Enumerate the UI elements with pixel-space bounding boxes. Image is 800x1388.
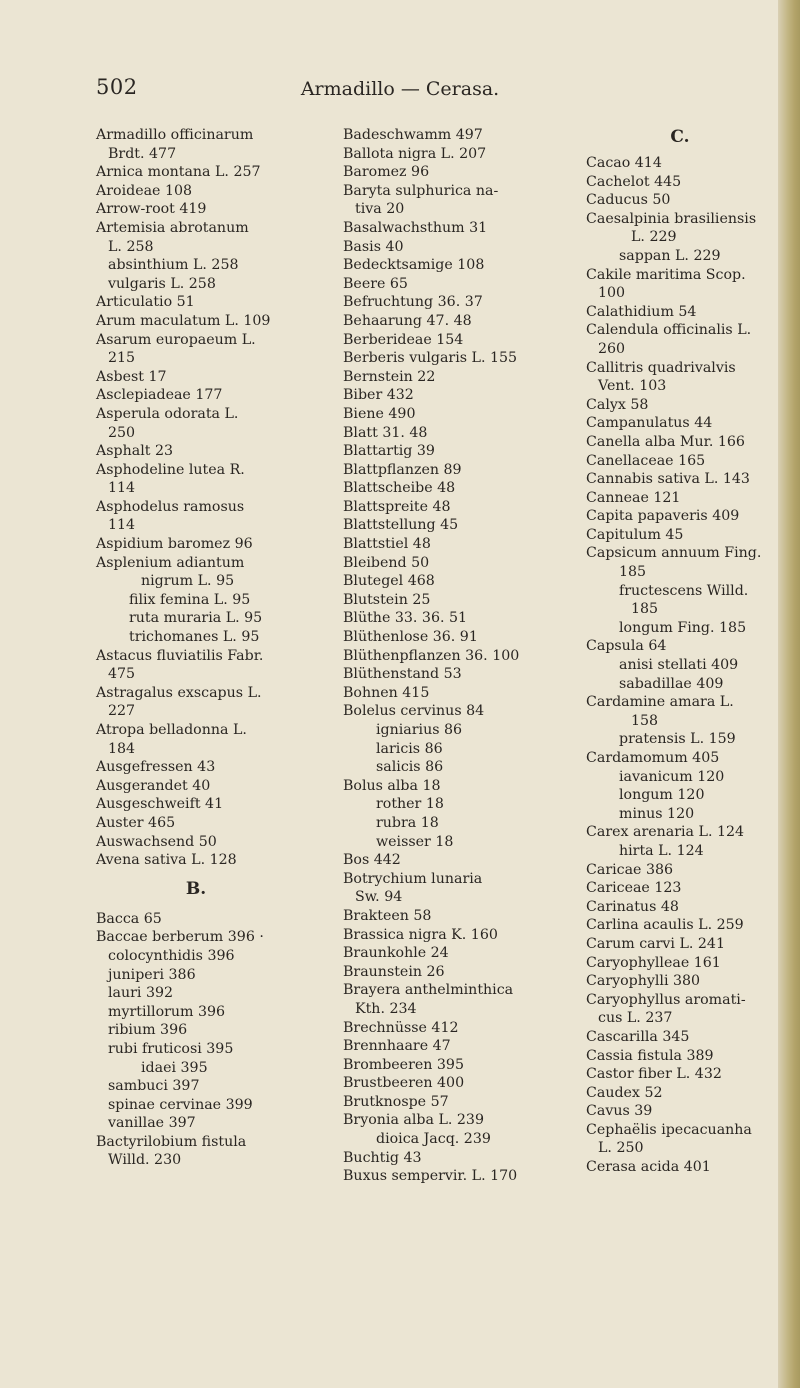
page-edge-decoration [778,0,800,1388]
index-entry: cus L. 237 [598,1010,673,1027]
index-entry: Carlina acaulis L. 259 [586,917,744,934]
index-entry: salicis 86 [376,759,444,776]
index-entry: Canella alba Mur. 166 [586,433,745,450]
index-entry: Cassia fistula 389 [586,1047,714,1064]
index-entry: Asplenium adiantum [96,554,245,571]
index-entry: Baryta sulphurica na- [343,182,499,199]
section-letter: C. [670,127,690,147]
index-entry: Callitris quadrivalvis [586,359,736,376]
index-entry: Carum carvi L. 241 [586,935,725,952]
index-entry: Cariceae 123 [586,880,682,897]
index-entry: Behaarung 47. 48 [343,312,472,329]
index-entry: Cascarilla 345 [586,1028,690,1045]
index-entry: Asclepiadeae 177 [96,387,223,404]
index-column-3 [586,126,774,1177]
index-entry: Caryophylleae 161 [586,954,721,971]
index-entry: Bedecktsamige 108 [343,257,485,274]
index-entry: Cakile maritima Scop. [586,266,746,283]
index-entry: Calathidium 54 [586,303,697,320]
index-entry: hirta L. 124 [619,842,704,859]
index-entry: rubi fruticosi 395 [108,1040,234,1057]
index-entry: Avena sativa L. 128 [96,852,237,869]
index-entry: Capsula 64 [586,638,667,655]
index-entry: fructescens Willd. [619,582,749,599]
index-entry: Cachelot 445 [586,173,682,190]
index-entry: Cacao 414 [586,155,662,171]
index-entry: minus 120 [619,805,695,822]
index-entry: Cephaëlis ipecacuanha [586,1121,752,1138]
index-entry: Aroideae 108 [96,182,193,199]
index-entry: 114 [108,517,136,534]
index-entry: Blattartig 39 [343,443,435,460]
index-entry: Campanulatus 44 [586,415,713,432]
index-entry: Baromez 96 [343,164,430,181]
index-entry: Atropa belladonna L. [96,722,247,738]
index-entry: pratensis L. 159 [619,731,736,748]
index-entry: sabadillae 409 [619,675,724,692]
index-entry: Artemisia abrotanum [96,219,249,236]
index-entry: Brutknospe 57 [343,1093,449,1110]
index-entry: Cardamine amara L. [586,694,734,711]
index-entry: iavanicum 120 [619,768,725,785]
index-entry: Asphodeline lutea R. [96,461,245,478]
index-entry: Caudex 52 [586,1084,663,1101]
index-entry: rother 18 [376,796,444,813]
index-entry: Calendula officinalis L. [586,322,752,339]
index-entry: Auswachsend 50 [96,833,217,850]
index-entry: Blatt 31. 48 [343,424,428,441]
index-entry: Brayera anthelminthica [343,982,514,999]
index-entry: 185 [631,601,659,618]
index-entry: dioica Jacq. 239 [376,1131,491,1148]
index-entry: sambuci 397 [108,1078,200,1095]
index-entry: Cavus 39 [586,1103,653,1120]
index-entry: longum Fing. 185 [619,619,747,636]
index-entry: spinae cervinae 399 [108,1096,253,1113]
index-entry: Basis 40 [343,238,404,255]
index-entry: Caducus 50 [586,192,671,209]
index-entry: Arnica montana L. 257 [96,164,261,181]
index-entry: Caryophyllus aromati- [586,991,746,1008]
index-entry: Ausgerandet 40 [96,777,211,794]
index-entry: rubra 18 [376,814,439,831]
index-entry: igniarius 86 [376,722,463,738]
index-entry: Blattspreite 48 [343,498,451,515]
index-entry: Auster 465 [96,814,176,831]
index-entry: Arrow-root 419 [96,201,207,218]
index-entry: Articulatio 51 [96,294,195,311]
index-entry: Asperula odorata L. [96,405,239,422]
index-entry: Sw. 94 [355,889,403,906]
index-entry: Brechnüsse 412 [343,1019,459,1036]
index-entry: Blattpflanzen 89 [343,461,462,478]
index-entry: Berberideae 154 [343,331,464,348]
index-entry: Blüthenpflanzen 36. 100 [343,647,520,664]
index-entry: Caryophylli 380 [586,973,701,990]
index-entry: Aspidium baromez 96 [96,536,253,553]
index-entry: L. 229 [631,229,677,246]
index-entry: Asbest 17 [96,368,167,385]
index-entry: ruta muraria L. 95 [129,610,263,627]
page-number: 502 [96,75,138,99]
index-entry: Calyx 58 [586,396,649,413]
index-column-1 [96,126,296,1170]
index-entry: L. 250 [598,1140,644,1157]
index-entry: Brakteen 58 [343,907,432,924]
index-entry: Asphodelus ramosus [96,498,245,515]
index-entry: laricis 86 [376,740,443,757]
index-entry: Bryonia alba L. 239 [343,1112,484,1129]
index-entry: Armadillo officinarum [96,127,254,143]
index-entry: Bacca 65 [96,910,162,927]
index-entry: Castor fiber L. 432 [586,1066,722,1083]
index-entry: Baccae berberum 396 · [96,929,264,946]
index-entry: Caricae 386 [586,861,674,878]
index-entry: Bernstein 22 [343,368,436,385]
index-entry: Bactyrilobium fistula [96,1133,247,1150]
index-entry: Bolus alba 18 [343,777,441,794]
index-entry: Befruchtung 36. 37 [343,294,483,311]
index-entry: 260 [598,340,626,357]
index-entry: Carex arenaria L. 124 [586,824,745,841]
index-entry: vanillae 397 [108,1115,196,1132]
index-entry: 227 [108,703,136,720]
index-entry: Brdt. 477 [108,145,177,162]
index-entry: colocynthidis 396 [108,947,235,964]
index-entry: Braunkohle 24 [343,945,449,962]
index-entry: tiva 20 [355,201,405,218]
index-entry: Bos 442 [343,852,401,869]
section-letter: B. [185,878,207,899]
index-entry: myrtillorum 396 [108,1003,226,1020]
index-entry: Brassica nigra K. 160 [343,926,498,943]
index-entry: Botrychium lunaria [343,870,483,887]
index-entry: Basalwachsthum 31 [343,219,488,236]
index-entry: absinthium L. 258 [108,257,239,274]
index-entry: 185 [619,564,647,581]
index-entry: Asphalt 23 [96,443,174,460]
index-entry: nigrum L. 95 [141,573,235,590]
index-entry: anisi stellati 409 [619,657,739,674]
index-entry: Capitulum 45 [586,526,684,543]
index-entry: Braunstein 26 [343,963,445,980]
index-entry: Bolelus cervinus 84 [343,703,485,720]
index-entry: filix femina L. 95 [129,591,251,608]
index-entry: 250 [108,424,136,441]
index-entry: 184 [108,740,136,757]
index-entry: Canneae 121 [586,489,681,506]
index-entry: Buchtig 43 [343,1149,422,1166]
index-entry: Canellaceae 165 [586,452,706,469]
index-entry: Brennhaare 47 [343,1038,451,1055]
index-entry: Bohnen 415 [343,684,430,701]
index-entry: Ausgefressen 43 [96,759,216,776]
index-entry: Capsicum annuum Fing. [586,545,762,562]
index-entry: 158 [631,712,659,729]
running-title: Armadillo — Cerasa. [300,78,500,100]
index-entry: 100 [598,285,626,302]
index-entry: Blattstellung 45 [343,517,459,534]
index-entry: juniperi 386 [108,966,196,983]
index-entry: Blattscheibe 48 [343,480,456,497]
index-entry: Biber 432 [343,387,414,404]
index-entry: vulgaris L. 258 [108,275,216,292]
index-entry: Biene 490 [343,405,416,422]
index-entry: lauri 392 [108,985,174,1002]
index-entry: ribium 396 [108,1022,188,1039]
index-entry: Brombeeren 395 [343,1056,464,1073]
index-entry: Asarum europaeum L. [96,331,256,348]
index-entry: Ballota nigra L. 207 [343,145,487,162]
index-entry: Blüthenlose 36. 91 [343,629,478,646]
index-entry: Beere 65 [343,275,408,292]
index-entry: Badeschwamm 497 [343,127,483,143]
index-entry: Blüthe 33. 36. 51 [343,610,468,627]
index-entry: Brustbeeren 400 [343,1075,465,1092]
index-entry: 114 [108,480,136,497]
index-entry: Cannabis sativa L. 143 [586,471,750,488]
index-entry: trichomanes L. 95 [129,629,260,646]
index-entry: Astragalus exscapus L. [96,684,262,701]
index-entry: L. 258 [108,238,154,255]
index-entry: 475 [108,666,136,683]
index-entry: weisser 18 [376,833,454,850]
index-entry: Caesalpinia brasiliensis [586,210,757,227]
index-entry: Ausgeschweift 41 [96,796,224,813]
index-entry: Arum maculatum L. 109 [96,312,271,329]
index-entry: Blutegel 468 [343,573,435,590]
index-entry: Astacus fluviatilis Fabr. [96,647,264,664]
index-column-2 [343,126,563,1186]
index-entry: idaei 395 [141,1059,208,1076]
index-entry: Blutstein 25 [343,591,431,608]
index-entry: Cerasa acida 401 [586,1159,711,1176]
index-entry: Cardamomum 405 [586,750,720,766]
index-entry: Berberis vulgaris L. 155 [343,350,518,367]
index-entry: Bleibend 50 [343,554,430,571]
index-entry: Buxus sempervir. L. 170 [343,1168,518,1185]
index-entry: 215 [108,350,136,367]
index-entry: Blattstiel 48 [343,536,431,553]
index-entry: sappan L. 229 [619,247,721,264]
index-entry: Carinatus 48 [586,898,679,915]
index-entry: Willd. 230 [108,1152,182,1169]
index-entry: Kth. 234 [355,1000,417,1017]
index-entry: Vent. 103 [598,378,667,395]
index-entry: Blüthenstand 53 [343,666,462,683]
index-entry: Capita papaveris 409 [586,508,740,525]
index-entry: longum 120 [619,787,705,804]
